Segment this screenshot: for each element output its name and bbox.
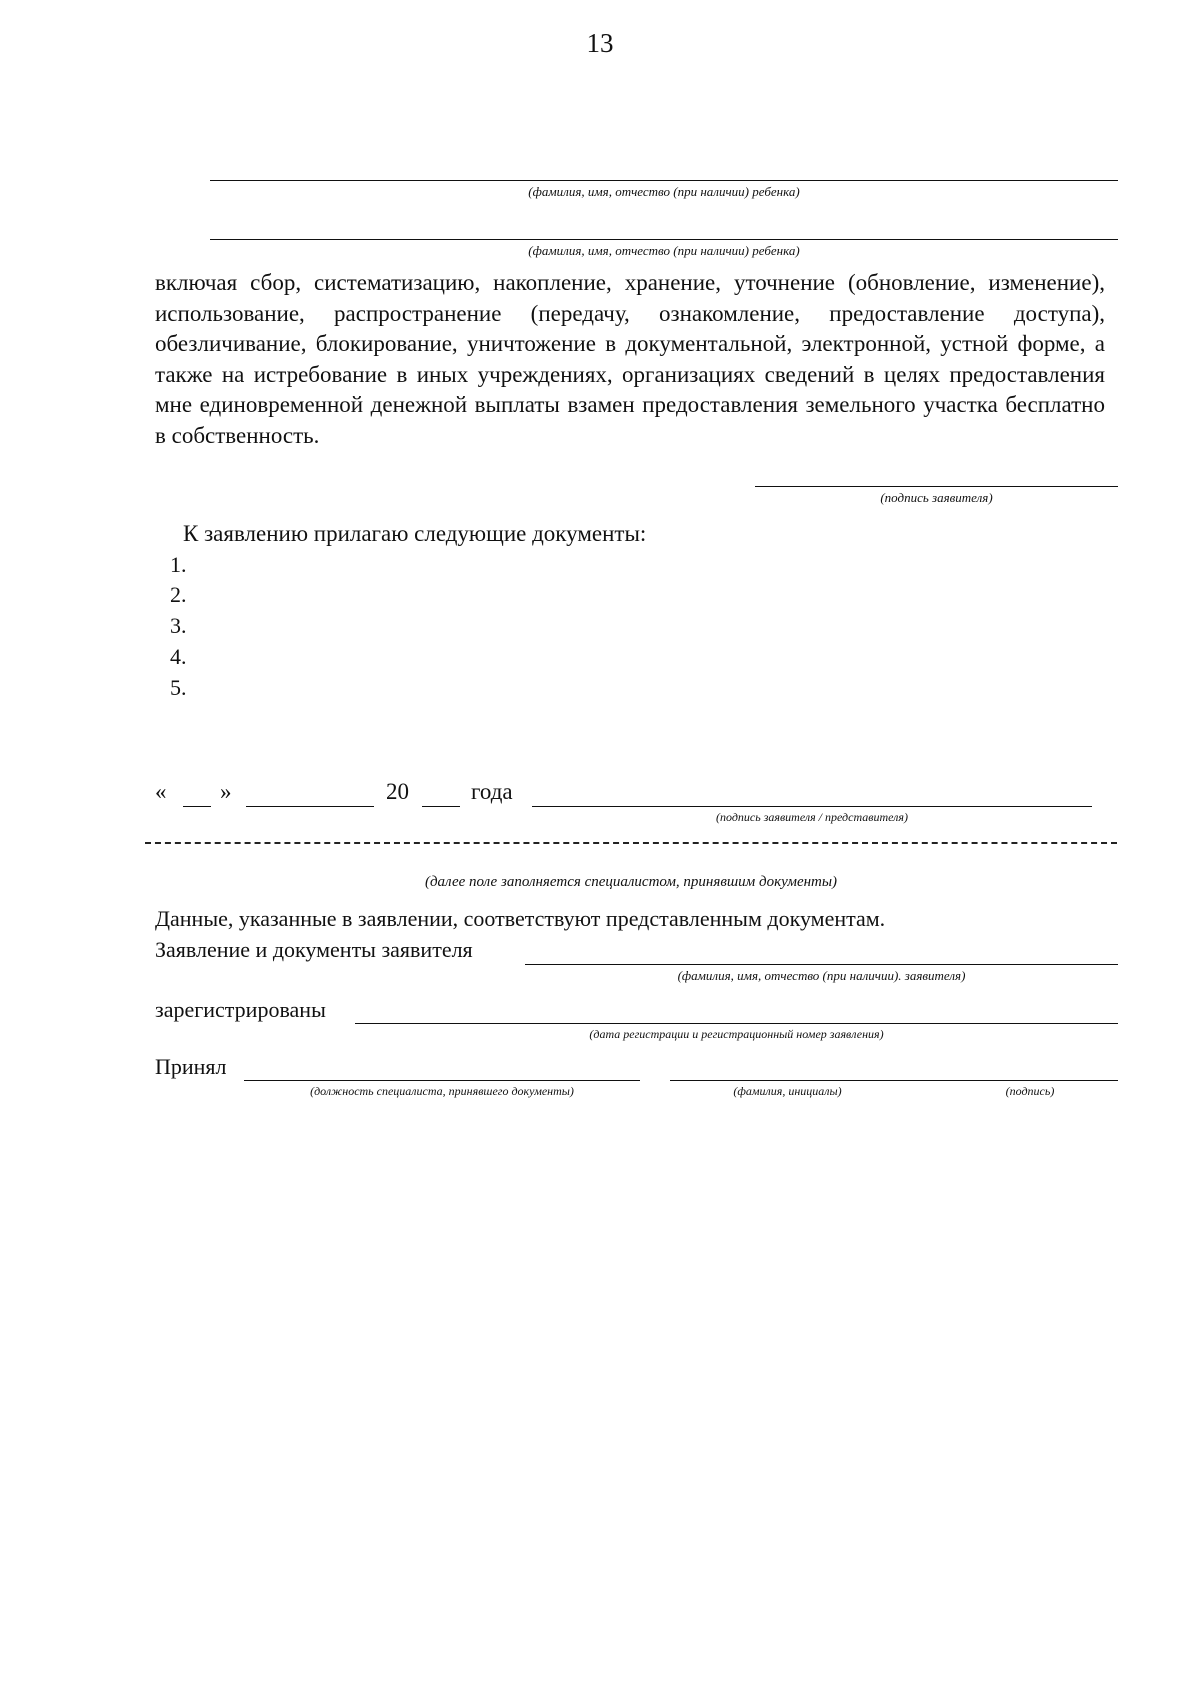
- specialist-name-sign-line[interactable]: [670, 1080, 1118, 1081]
- docs-label: Заявление и документы заявителя: [155, 937, 473, 962]
- date-open-quote: «: [155, 779, 167, 804]
- page-number: 13: [586, 28, 614, 58]
- accepted-label: Принял: [155, 1054, 227, 1079]
- specialist-name-caption: (фамилия, инициалы): [733, 1084, 842, 1098]
- attachment-item-2: 2.: [170, 582, 187, 607]
- registration-caption: (дата регистрации и регистрационный номер заявления): [589, 1027, 884, 1041]
- section-divider: [145, 842, 1117, 844]
- representative-signature-line[interactable]: [532, 806, 1092, 807]
- applicant-signature-caption: (подпись заявителя): [880, 490, 993, 505]
- attachment-item-3: 3.: [170, 613, 187, 638]
- applicant-name-caption: (фамилия, имя, отчество (при наличии). заявителя): [677, 968, 966, 983]
- specialist-note: (далее поле заполняется специалистом, принявшим документы): [424, 874, 838, 890]
- registered-label: зарегистрированы: [155, 997, 326, 1022]
- consent-paragraph: включая сбор, систематизацию, накопление, хранение, уточнение (обновление, изменение), использование, распространение (передачу, ознакомление, предоставление доступа), обезличивание, блокирование, уничтожение в документальной, электронной, устной форме, а также на истребование в иных учреждениях, организациях сведений в целях предоставления мне единовременной денежной выплаты взамен предоставления земельного участка бесплатно в собственность.: [155, 270, 1105, 448]
- date-day-line[interactable]: [183, 806, 211, 807]
- date-year-word: года: [471, 779, 513, 804]
- child-name-caption-2: (фамилия, имя, отчество (при наличии) ребенка): [528, 243, 800, 258]
- specialist-sign-caption: (подпись): [1005, 1084, 1055, 1098]
- applicant-signature-line[interactable]: [755, 486, 1118, 487]
- representative-signature-caption: (подпись заявителя / представителя): [716, 810, 908, 824]
- applicant-name-line[interactable]: [525, 964, 1118, 965]
- date-century: 20: [386, 779, 409, 804]
- child-name-caption-1: (фамилия, имя, отчество (при наличии) ребенка): [528, 184, 800, 199]
- attachment-item-5: 5.: [170, 675, 187, 700]
- attachment-item-4: 4.: [170, 644, 187, 669]
- date-close-quote: »: [220, 779, 232, 804]
- attachment-item-1: 1.: [170, 552, 187, 577]
- date-month-line[interactable]: [246, 806, 374, 807]
- specialist-position-caption: (должность специалиста, принявшего документы): [310, 1084, 574, 1098]
- data-match-statement: Данные, указанные в заявлении, соответствуют представленным документам.: [155, 906, 886, 931]
- specialist-position-line[interactable]: [244, 1080, 640, 1081]
- child-name-line-1[interactable]: [210, 180, 1118, 181]
- registration-line[interactable]: [355, 1023, 1118, 1024]
- attachments-heading: К заявлению прилагаю следующие документы:: [183, 521, 647, 546]
- child-name-line-2[interactable]: [210, 239, 1118, 240]
- date-year-line[interactable]: [422, 806, 460, 807]
